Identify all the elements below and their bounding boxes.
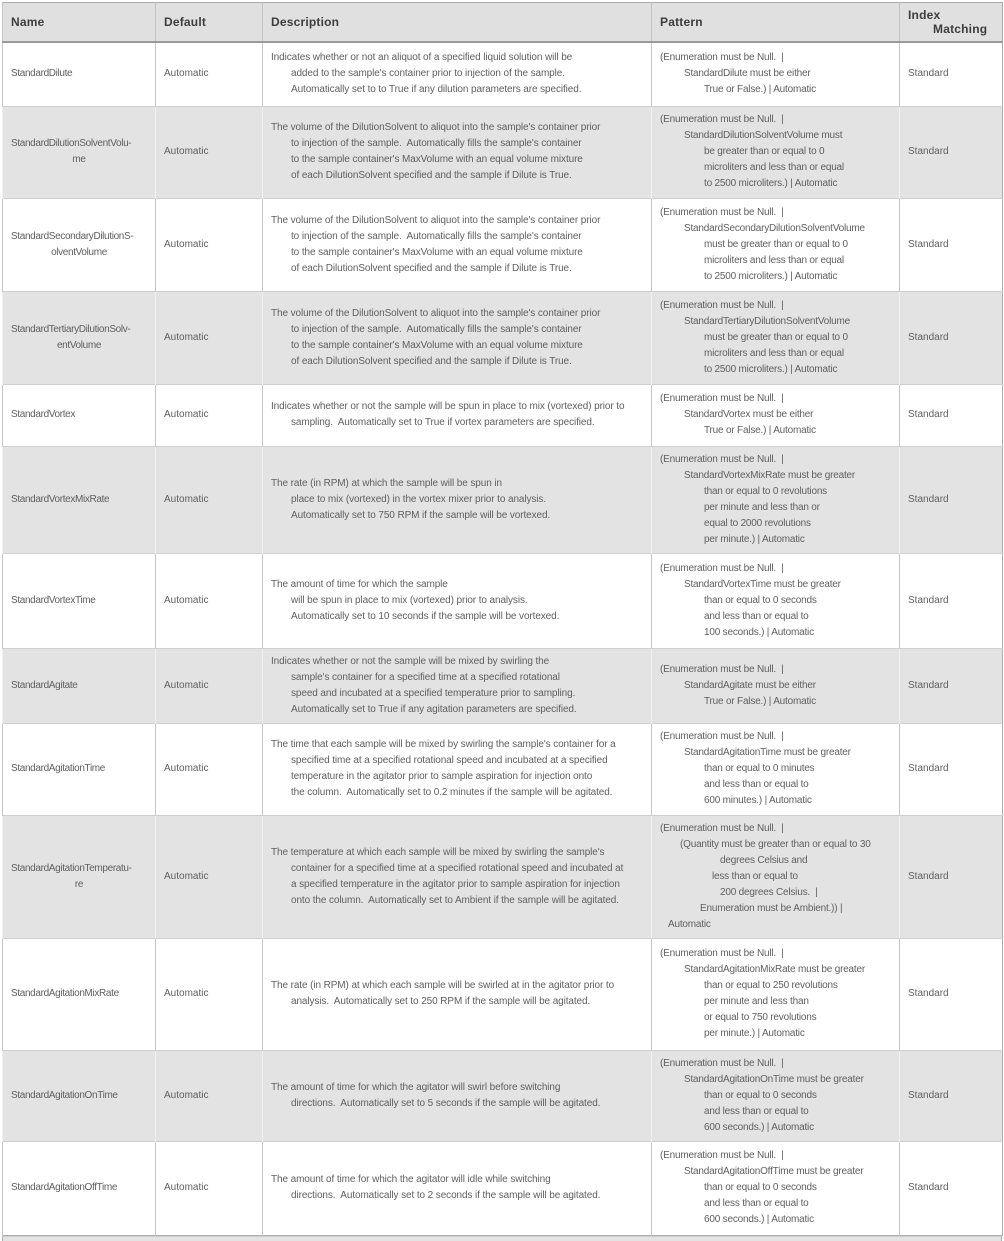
- description-cell: [263, 198, 652, 291]
- pattern-line: per minute.) | Automatic: [704, 533, 805, 545]
- pattern-line: Enumeration must be Ambient.)) |: [700, 902, 843, 914]
- pattern-line: 600 minutes.) | Automatic: [704, 795, 812, 806]
- table-row: [3, 553, 1003, 648]
- name-cell: [3, 42, 156, 106]
- index-matching-value: Standard: [908, 68, 949, 80]
- column-header-name: Name: [3, 3, 156, 43]
- pattern-cell: [652, 198, 900, 291]
- description-cell: [263, 106, 652, 198]
- pattern-line: than or equal to 0 seconds: [704, 1089, 817, 1101]
- description-line: Automatically set to 10 seconds if the sample will be vortexed.: [291, 610, 560, 622]
- table-row: [3, 648, 1003, 723]
- default-value: Automatic: [164, 68, 209, 80]
- index-matching-value: Standard: [908, 1089, 949, 1101]
- option-name-line: StandardDilute: [11, 68, 73, 80]
- pattern-line: StandardAgitate must be either: [684, 679, 816, 691]
- pattern-line: than or equal to 0 minutes: [704, 763, 815, 774]
- description-line: The temperature at which each sample will be mixed by swirling the sample's: [271, 846, 605, 858]
- table-row: [3, 106, 1003, 198]
- option-name-line: StandardVortexTime: [11, 594, 96, 606]
- pattern-line: must be greater than or equal to 0: [704, 238, 848, 250]
- default-cell: [156, 42, 263, 106]
- index-matching-cell: [900, 198, 1003, 291]
- name-cell: [3, 384, 156, 446]
- pattern-line: and less than or equal to: [704, 610, 809, 622]
- pattern-line: (Enumeration must be Null. |: [660, 663, 784, 675]
- pattern-cell: [652, 42, 900, 106]
- description-line: directions. Automatically set to 5 seconds if the sample will be agitated.: [291, 1097, 601, 1109]
- pattern-cell: [652, 938, 900, 1050]
- pattern-cell: [652, 384, 900, 446]
- pattern-line: (Enumeration must be Null. |: [660, 822, 784, 834]
- pattern-line: True or False.) | Automatic: [704, 84, 816, 96]
- name-cell: [3, 938, 156, 1050]
- description-line: of each DilutionSolvent specified and the sample if Dilute is True.: [291, 355, 572, 367]
- pattern-line: equal to 2000 revolutions: [704, 517, 811, 529]
- pattern-line: (Enumeration must be Null. |: [660, 393, 784, 404]
- index-matching-cell: [900, 648, 1003, 723]
- index-matching-cell: [900, 815, 1003, 938]
- pattern-cell: [652, 648, 900, 723]
- column-header-index-matching: [900, 3, 1003, 43]
- name-cell: [3, 1050, 156, 1141]
- description-line: to injection of the sample. Automatically fills the sample's container: [291, 230, 582, 242]
- pattern-line: less than or equal to: [712, 870, 798, 882]
- table-row: [3, 815, 1003, 938]
- name-cell: [3, 648, 156, 723]
- pattern-line: than or equal to 0 revolutions: [704, 485, 827, 497]
- default-cell: [156, 553, 263, 648]
- pattern-line: (Enumeration must be Null. |: [660, 562, 784, 574]
- description-line: Automatically set to to True if any dilution parameters are specified.: [291, 84, 582, 96]
- default-value: Automatic: [164, 238, 209, 250]
- pattern-line: (Enumeration must be Null. |: [660, 1150, 784, 1161]
- default-value: Automatic: [164, 146, 209, 157]
- option-name-line: StandardAgitationOnTime: [11, 1089, 118, 1101]
- name-cell: [3, 198, 156, 291]
- description-line: to the sample container's MaxVolume with an equal volume mixture: [291, 246, 583, 258]
- default-value: Automatic: [164, 1089, 209, 1101]
- pattern-line: or equal to 750 revolutions: [704, 1012, 817, 1023]
- description-cell: [263, 815, 652, 938]
- index-matching-value: Standard: [908, 594, 949, 606]
- option-name-line: StandardAgitate: [11, 679, 78, 691]
- table-row: [3, 42, 1003, 106]
- description-line: added to the sample's container prior to injection of the sample.: [291, 68, 565, 80]
- table-row: [3, 384, 1003, 446]
- pattern-line: microliters and less than or equal: [704, 347, 844, 359]
- pattern-line: (Enumeration must be Null. |: [660, 114, 784, 125]
- column-header-default: Default: [156, 3, 263, 43]
- description-line: place to mix (vortexed) in the vortex mixer prior to analysis.: [291, 493, 547, 505]
- pattern-line: to 2500 microliters.) | Automatic: [704, 178, 838, 189]
- index-matching-value: Standard: [908, 146, 949, 157]
- pattern-line: StandardVortex must be either: [684, 409, 814, 420]
- default-cell: [156, 446, 263, 553]
- description-line: Indicates whether or not the sample will be mixed by swirling the: [271, 655, 550, 667]
- description-cell: [263, 42, 652, 106]
- description-line: onto the column. Automatically set to Ambient if the sample will be agitated.: [291, 894, 619, 906]
- description-line: specified time at a specified rotational speed and incubated at a specified: [291, 755, 608, 766]
- description-line: analysis. Automatically set to 250 RPM if the sample will be agitated.: [291, 996, 591, 1007]
- option-name-line: StandardAgitationTemperatu-: [11, 862, 132, 874]
- name-cell: [3, 815, 156, 938]
- default-cell: [156, 648, 263, 723]
- description-cell: [263, 1050, 652, 1141]
- name-cell: [3, 106, 156, 198]
- description-line: The volume of the DilutionSolvent to aliquot into the sample's container prior: [271, 307, 601, 319]
- index-matching-label-line1: Index: [908, 8, 941, 22]
- pattern-line: StandardVortexMixRate must be greater: [684, 469, 856, 481]
- index-matching-cell: [900, 1141, 1003, 1235]
- default-value: Automatic: [164, 679, 209, 691]
- column-header-description: Description: [263, 3, 652, 43]
- table-body: [3, 42, 1003, 1235]
- pattern-line: 600 seconds.) | Automatic: [704, 1121, 814, 1133]
- default-cell: [156, 723, 263, 815]
- description-line: container for a specified time at a specified rotational speed and incubated at: [291, 862, 624, 874]
- index-matching-cell: [900, 384, 1003, 446]
- pattern-line: per minute and less than: [704, 996, 809, 1007]
- pattern-line: and less than or equal to: [704, 1105, 809, 1117]
- pattern-line: Automatic: [668, 918, 711, 930]
- pattern-line: (Enumeration must be Null. |: [660, 1057, 784, 1069]
- description-cell: [263, 723, 652, 815]
- pattern-line: StandardVortexTime must be greater: [684, 578, 841, 590]
- description-line: to injection of the sample. Automatically fills the sample's container: [291, 323, 582, 335]
- pattern-line: and less than or equal to: [704, 779, 809, 790]
- default-cell: [156, 1141, 263, 1235]
- default-cell: [156, 815, 263, 938]
- default-value: Automatic: [164, 1182, 209, 1193]
- table-row: [3, 938, 1003, 1050]
- pattern-cell: [652, 106, 900, 198]
- index-matching-cell: [900, 938, 1003, 1050]
- table-row: [3, 1141, 1003, 1235]
- index-matching-cell: [900, 553, 1003, 648]
- description-cell: [263, 553, 652, 648]
- index-matching-value: Standard: [908, 493, 949, 505]
- table-header: [3, 3, 1003, 43]
- pattern-cell: [652, 1141, 900, 1235]
- table-row: [3, 291, 1003, 384]
- description-line: of each DilutionSolvent specified and the sample if Dilute is True.: [291, 262, 572, 274]
- description-line: The amount of time for which the agitator will swirl before switching: [271, 1081, 561, 1093]
- pattern-line: than or equal to 0 seconds: [704, 1182, 817, 1193]
- pattern-line: to 2500 microliters.) | Automatic: [704, 270, 838, 282]
- description-line: of each DilutionSolvent specified and the sample if Dilute is True.: [291, 170, 572, 181]
- index-matching-value: Standard: [908, 763, 949, 774]
- default-cell: [156, 198, 263, 291]
- pattern-line: per minute and less than or: [704, 501, 820, 513]
- name-cell: [3, 1141, 156, 1235]
- default-value: Automatic: [164, 988, 209, 999]
- index-matching-cell: [900, 723, 1003, 815]
- pattern-line: per minute.) | Automatic: [704, 1028, 805, 1039]
- pattern-line: (Enumeration must be Null. |: [660, 948, 784, 959]
- pattern-line: degrees Celsius and: [720, 854, 808, 866]
- description-cell: [263, 938, 652, 1050]
- pattern-line: StandardAgitationOffTime must be greater: [684, 1166, 864, 1177]
- description-line: will be spun in place to mix (vortexed) prior to analysis.: [291, 594, 528, 606]
- index-matching-label-line2: Matching: [933, 22, 988, 36]
- description-cell: [263, 1141, 652, 1235]
- description-line: Indicates whether or not an aliquot of a specified liquid solution will be: [271, 52, 573, 64]
- description-line: speed and incubated at a specified temperature prior to sampling.: [291, 687, 576, 699]
- default-value: Automatic: [164, 493, 209, 505]
- description-line: the column. Automatically set to 0.2 minutes if the sample will be agitated.: [291, 787, 613, 798]
- pattern-line: 600 seconds.) | Automatic: [704, 1214, 814, 1225]
- description-line: to the sample container's MaxVolume with an equal volume mixture: [291, 154, 583, 165]
- description-line: to injection of the sample. Automatically fills the sample's container: [291, 138, 582, 149]
- option-name-line: StandardVortex: [11, 409, 76, 420]
- pattern-line: StandardSecondaryDilutionSolventVolume: [684, 222, 865, 234]
- options-table: [2, 2, 1003, 1236]
- pattern-cell: [652, 553, 900, 648]
- description-line: The volume of the DilutionSolvent to aliquot into the sample's container prior: [271, 122, 601, 133]
- pattern-line: StandardAgitationTime must be greater: [684, 747, 851, 758]
- description-line: to the sample container's MaxVolume with an equal volume mixture: [291, 339, 583, 351]
- option-name-line: me: [72, 154, 86, 165]
- option-name-line: StandardSecondaryDilutionS-: [11, 230, 134, 242]
- table-row: [3, 723, 1003, 815]
- pattern-cell: [652, 1050, 900, 1141]
- name-cell: [3, 553, 156, 648]
- pattern-line: (Enumeration must be Null. |: [660, 206, 784, 218]
- option-name-line: StandardAgitationOffTime: [11, 1182, 118, 1193]
- pattern-cell: [652, 815, 900, 938]
- pattern-line: must be greater than or equal to 0: [704, 331, 848, 343]
- index-matching-value: Standard: [908, 1182, 949, 1193]
- default-cell: [156, 1050, 263, 1141]
- description-line: temperature in the agitator prior to sample aspiration for injection onto: [291, 771, 593, 782]
- pattern-line: and less than or equal to: [704, 1198, 809, 1209]
- default-cell: [156, 938, 263, 1050]
- name-cell: [3, 446, 156, 553]
- index-matching-value: Standard: [908, 238, 949, 250]
- pattern-line: True or False.) | Automatic: [704, 695, 816, 707]
- default-value: Automatic: [164, 331, 209, 343]
- pattern-line: to 2500 microliters.) | Automatic: [704, 363, 838, 375]
- description-line: Automatically set to True if any agitation parameters are specified.: [291, 703, 577, 715]
- index-matching-cell: [900, 1050, 1003, 1141]
- pattern-line: (Quantity must be greater than or equal to 30: [680, 838, 871, 850]
- column-header-pattern: Pattern: [652, 3, 900, 43]
- description-cell: [263, 291, 652, 384]
- description-cell: [263, 648, 652, 723]
- option-name-line: StandardDilutionSolventVolu-: [11, 138, 132, 149]
- option-name-line: StandardAgitationTime: [11, 763, 106, 774]
- default-value: Automatic: [164, 763, 209, 774]
- pattern-cell: [652, 723, 900, 815]
- pattern-line: StandardDilute must be either: [684, 68, 811, 80]
- description-line: directions. Automatically set to 2 seconds if the sample will be agitated.: [291, 1190, 601, 1201]
- description-line: The rate (in RPM) at which the sample will be spun in: [271, 477, 502, 489]
- description-line: Indicates whether or not the sample will be spun in place to mix (vortexed) prior to: [271, 401, 625, 412]
- description-line: sampling. Automatically set to True if vortex parameters are specified.: [291, 417, 595, 428]
- description-line: Automatically set to 750 RPM if the sample will be vortexed.: [291, 509, 551, 521]
- description-cell: [263, 446, 652, 553]
- default-value: Automatic: [164, 594, 209, 606]
- option-name-line: re: [74, 878, 84, 890]
- description-line: sample's container for a specified time at a specified rotational: [291, 671, 560, 683]
- option-name-line: StandardVortexMixRate: [11, 493, 110, 505]
- pattern-cell: [652, 446, 900, 553]
- index-matching-value: Standard: [908, 679, 949, 691]
- pattern-line: microliters and less than or equal: [704, 162, 844, 173]
- index-matching-value: Standard: [908, 409, 949, 420]
- pattern-line: (Enumeration must be Null. |: [660, 299, 784, 311]
- pattern-line: microliters and less than or equal: [704, 254, 844, 266]
- default-value: Automatic: [164, 870, 209, 882]
- table-row: [3, 1050, 1003, 1141]
- table-row: [3, 446, 1003, 553]
- pattern-line: StandardAgitationMixRate must be greater: [684, 964, 865, 975]
- option-name-line: StandardTertiaryDilutionSolv-: [11, 323, 131, 335]
- option-name-line: StandardAgitationMixRate: [11, 988, 119, 999]
- index-matching-value: Standard: [908, 331, 949, 343]
- description-line: The amount of time for which the agitator will idle while switching: [271, 1174, 551, 1185]
- pattern-cell: [652, 291, 900, 384]
- default-cell: [156, 384, 263, 446]
- index-matching-cell: [900, 446, 1003, 553]
- pattern-line: 100 seconds.) | Automatic: [704, 626, 814, 638]
- pattern-line: (Enumeration must be Null. |: [660, 731, 784, 742]
- pattern-line: than or equal to 250 revolutions: [704, 980, 838, 991]
- pattern-line: be greater than or equal to 0: [704, 146, 825, 157]
- description-cell: [263, 384, 652, 446]
- description-line: The rate (in RPM) at which each sample will be swirled at in the agitator prior to: [271, 980, 615, 991]
- table-row: [3, 198, 1003, 291]
- pattern-line: (Enumeration must be Null. |: [660, 453, 784, 465]
- name-cell: [3, 723, 156, 815]
- pattern-line: 200 degrees Celsius. |: [720, 886, 818, 898]
- description-line: a specified temperature in the agitator prior to sample aspiration for injection: [291, 878, 620, 890]
- index-matching-cell: [900, 291, 1003, 384]
- index-matching-cell: [900, 42, 1003, 106]
- pattern-line: StandardAgitationOnTime must be greater: [684, 1073, 864, 1085]
- option-name-line: entVolume: [56, 339, 102, 351]
- pattern-line: StandardTertiaryDilutionSolventVolume: [684, 315, 851, 327]
- description-line: The amount of time for which the sample: [271, 578, 448, 590]
- index-matching-value: Standard: [908, 988, 949, 999]
- default-cell: [156, 291, 263, 384]
- default-cell: [156, 106, 263, 198]
- default-value: Automatic: [164, 409, 209, 420]
- description-line: The time that each sample will be mixed by swirling the sample's container for a: [271, 739, 616, 750]
- pattern-line: (Enumeration must be Null. |: [660, 52, 784, 64]
- pattern-line: StandardDilutionSolventVolume must: [684, 130, 843, 141]
- pattern-line: than or equal to 0 seconds: [704, 594, 817, 606]
- index-matching-cell: [900, 106, 1003, 198]
- option-name-line: olventVolume: [51, 246, 107, 258]
- index-matching-value: Standard: [908, 870, 949, 882]
- pattern-line: True or False.) | Automatic: [704, 425, 816, 436]
- description-line: The volume of the DilutionSolvent to aliquot into the sample's container prior: [271, 214, 601, 226]
- name-cell: [3, 291, 156, 384]
- header-row: [3, 3, 1003, 43]
